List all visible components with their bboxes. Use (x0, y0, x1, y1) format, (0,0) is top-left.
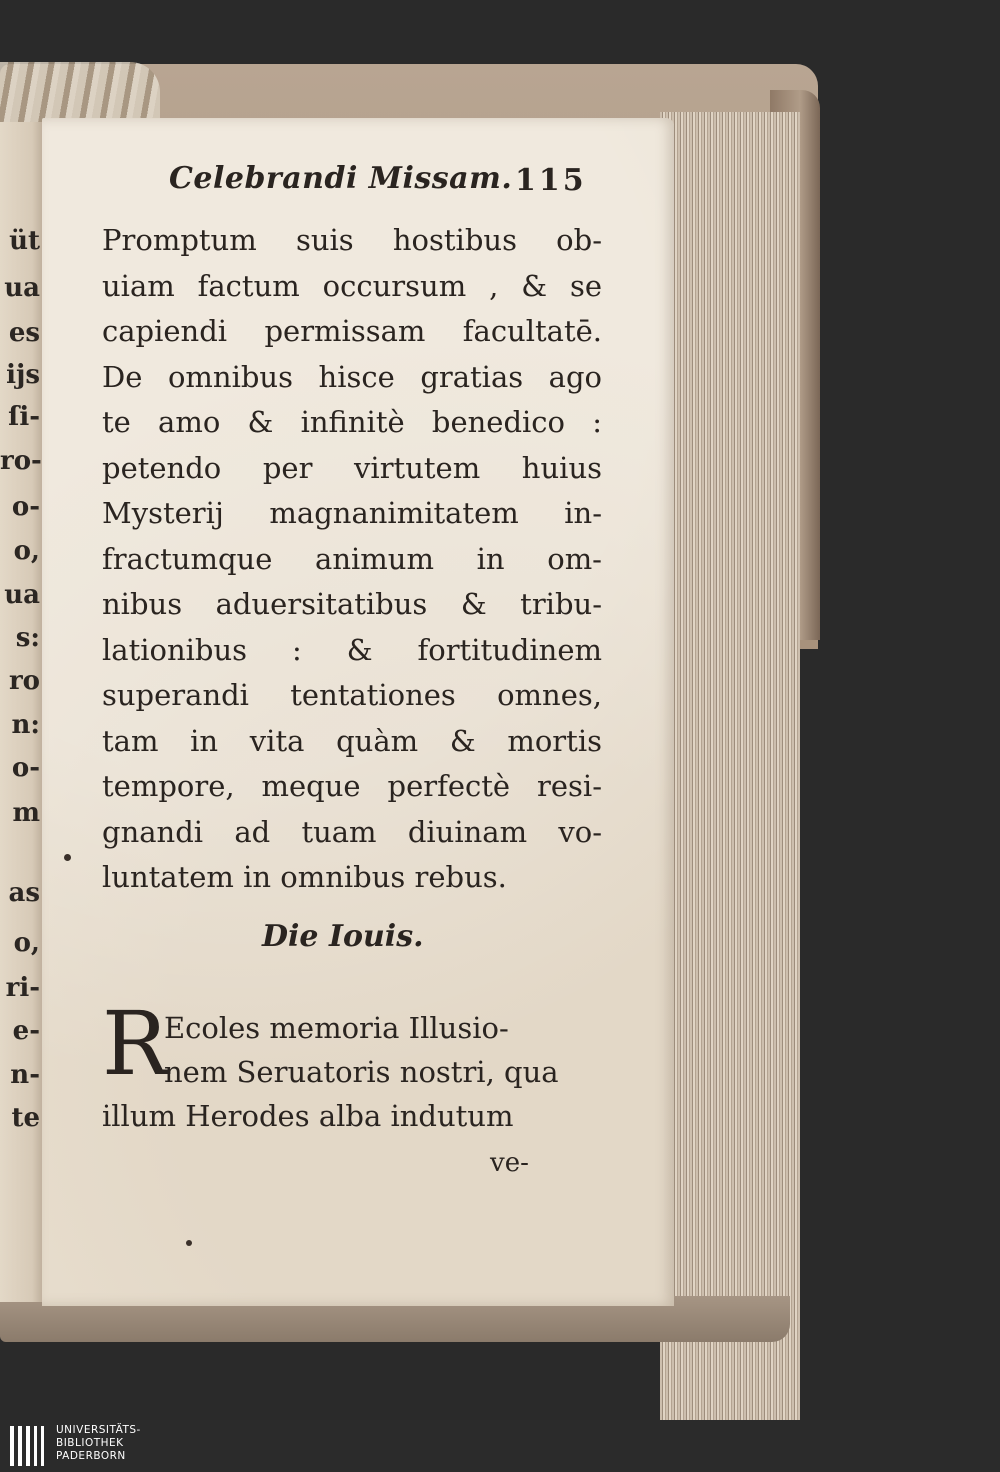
text-line: Mysterij magnanimitatem in- (102, 496, 602, 530)
running-title: Celebrandi Missam. (169, 161, 513, 196)
catchword: ve- (490, 1148, 529, 1178)
text-line: Ecoles memoria Illusio- (164, 1011, 509, 1045)
logo-line: UNIVERSITÄTS- (56, 1424, 141, 1436)
previous-page-edge (0, 122, 48, 1302)
text-line: tempore, meque perfectè resi- (102, 769, 602, 803)
previous-page-text-fragment: e- (12, 1016, 40, 1046)
previous-page-text-fragment: ro (8, 666, 40, 696)
ink-blemish (186, 1240, 192, 1246)
ink-blemish (64, 854, 71, 861)
text-line: uiam factum occursum , & se (102, 268, 602, 303)
logo-line: BIBLIOTHEK (56, 1437, 124, 1449)
running-head (125, 160, 645, 206)
previous-page-text-fragment: m (12, 798, 40, 828)
previous-page-text-fragment: ſi- (8, 402, 40, 432)
drop-cap: R (102, 992, 169, 1095)
previous-page-text-fragment: es (8, 318, 40, 348)
previous-page-text-fragment: te (11, 1103, 40, 1133)
previous-page-text-fragment: s: (15, 623, 40, 653)
text-line: fractumque animum in om- (102, 541, 602, 576)
previous-page-text-fragment: ua (4, 273, 40, 303)
previous-page-text-fragment: ijs (6, 360, 40, 390)
previous-page-text-fragment: ro- (0, 446, 42, 476)
text-line: nem Seruatoris nostri, qua (164, 1055, 559, 1089)
previous-page-text-fragment: o- (11, 492, 40, 522)
text-line: Promptum suis hostibus ob- (102, 223, 602, 257)
page-number: 115 (515, 163, 587, 198)
logo-line: PADERBORN (56, 1450, 126, 1462)
text-line: gnandi ad tuam diuinam vo- (102, 814, 602, 849)
previous-page-text-fragment: o, (13, 536, 40, 566)
text-line: capiendi permissam facultatē. (102, 314, 602, 348)
footer-bar (0, 1420, 1000, 1472)
text-line: illum Herodes alba indutum (102, 1099, 514, 1133)
previous-page-text-fragment: o- (11, 753, 40, 783)
text-line: lationibus : & fortitudinem (102, 632, 602, 667)
library-logo-icon (10, 1426, 46, 1466)
previous-page-text-fragment: üt (9, 226, 40, 256)
previous-page-text-fragment: ri- (5, 973, 40, 1003)
library-logo-text (56, 1424, 176, 1463)
previous-page-text-fragment: as (8, 878, 40, 908)
previous-page-text-fragment: ua (4, 580, 40, 610)
book-spine-band (0, 62, 160, 124)
previous-page-text-fragment: n: (11, 710, 40, 740)
page-fore-edge (660, 112, 800, 1420)
section-heading: Die Iouis. (262, 919, 424, 954)
text-line: te amo & infinitè benedico : (102, 405, 602, 439)
text-line: De omnibus hisce gratias ago (102, 359, 602, 394)
text-line: tam in vita quàm & mortis (102, 723, 602, 758)
previous-page-text-fragment: o, (13, 928, 40, 958)
text-line: nibus aduersitatibus & tribu- (102, 587, 602, 621)
text-line: superandi tentationes omnes, (102, 678, 602, 712)
body-paragraph (102, 218, 602, 901)
text-line: luntatem in omnibus rebus. (102, 860, 507, 894)
text-line: petendo per virtutem huius (102, 450, 602, 485)
previous-page-text-fragment: n- (10, 1060, 40, 1090)
